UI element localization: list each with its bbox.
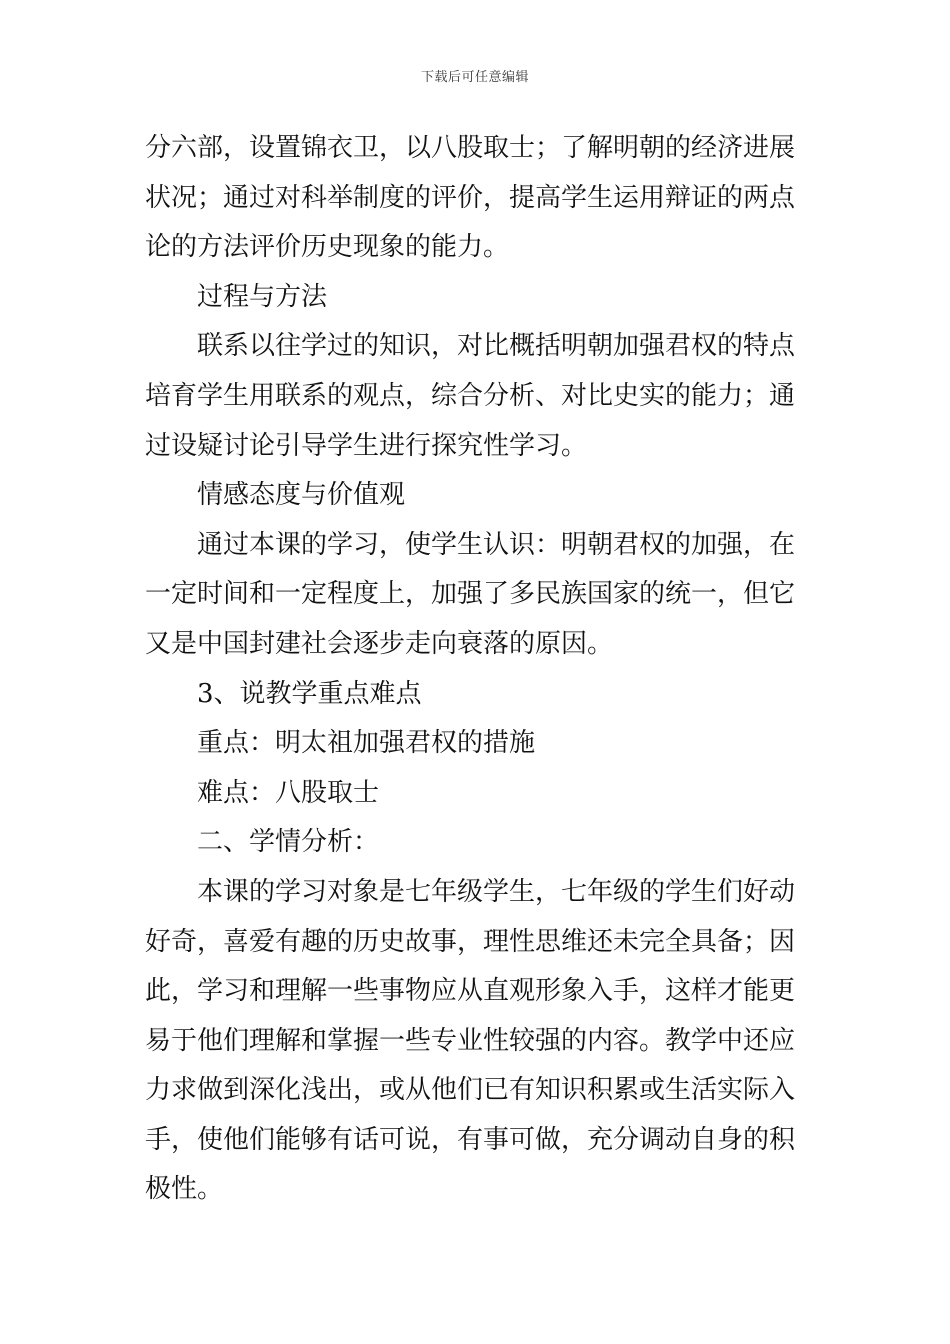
text-line: 此，学习和理解一些事物应从直观形象入手，这样才能更: [145, 976, 796, 1007]
text-line: 情感态度与价值观: [197, 480, 406, 511]
text-line: 过程与方法: [197, 281, 328, 312]
text-line: 3、说教学重点难点: [197, 678, 422, 709]
text-line: 通过本课的学习，使学生认识：明朝君权的加强，在: [197, 529, 796, 560]
text-line: 一定时间和一定程度上，加强了多民族国家的统一，但它: [145, 579, 796, 610]
text-line: 论的方法评价历史现象的能力。: [145, 232, 510, 263]
text-line: 好奇，喜爱有趣的历史故事，理性思维还未完全具备；因: [145, 926, 796, 957]
text-line: 又是中国封建社会逐步走向衰落的原因。: [145, 628, 614, 659]
text-line: 极性。: [145, 1174, 224, 1205]
document-body: [145, 124, 807, 1215]
text-line: 本课的学习对象是七年级学生，七年级的学生们好动: [197, 876, 796, 907]
text-line: 状况；通过对科举制度的评价，提高学生运用辩证的两点: [145, 182, 796, 213]
text-line: 手，使他们能够有话可说，有事可做，充分调动自身的积: [145, 1124, 796, 1155]
text-line: 过设疑讨论引导学生进行探究性学习。: [145, 430, 588, 461]
page-header: 下载后可任意编辑: [420, 70, 529, 85]
text-line: 力求做到深化浅出，或从他们已有知识积累或生活实际入: [145, 1075, 796, 1106]
text-line: 难点：八股取士: [197, 777, 380, 808]
text-line: 二、学情分析：: [197, 827, 380, 858]
text-line: 重点：明太祖加强君权的措施: [197, 728, 536, 759]
text-line: 易于他们理解和掌握一些专业性较强的内容。教学中还应: [145, 1025, 796, 1056]
text-line: 联系以往学过的知识，对比概括明朝加强君权的特点: [197, 331, 796, 362]
text-line: 分六部，设置锦衣卫，以八股取士；了解明朝的经济进展: [145, 133, 796, 163]
text-line: 培育学生用联系的观点，综合分析、对比史实的能力；通: [145, 380, 796, 411]
